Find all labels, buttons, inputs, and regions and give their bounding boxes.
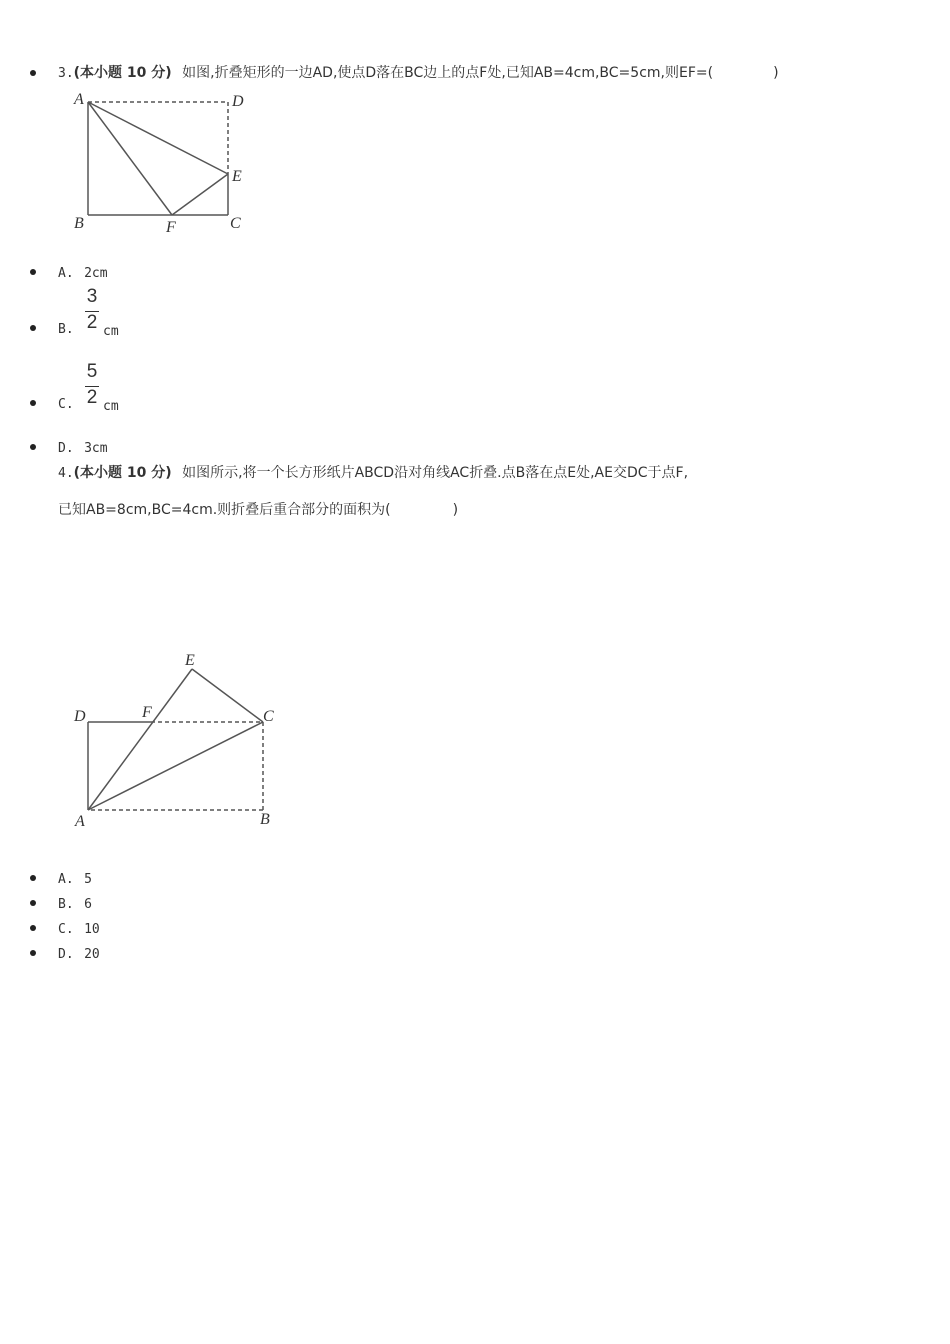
bullet (30, 875, 36, 881)
question-text-line2: 已知AB=8cm,BC=4cm.则折叠后重合部分的面积为( (58, 502, 391, 518)
label-e: E (185, 652, 195, 669)
question-number: 3. (58, 66, 74, 81)
bullet (30, 950, 36, 956)
question-3-stem (58, 64, 779, 83)
option-letter: B. (58, 322, 74, 337)
option-value: 2cm (84, 266, 108, 281)
bullet (30, 925, 36, 931)
question-4-stem (58, 464, 688, 483)
question-score: (本小题 10 分) (73, 465, 172, 481)
option-value: 3cm (84, 441, 108, 456)
label-f: F (142, 704, 152, 721)
question-4-stem-line2 (58, 501, 458, 519)
bullet (30, 269, 36, 275)
option-letter: C. (58, 922, 74, 937)
diagonal-ac (88, 722, 263, 810)
option-letter: B. (58, 897, 74, 912)
answer-blank-close: ) (452, 502, 459, 518)
option-letter: A. (58, 872, 74, 887)
bullet (30, 70, 36, 76)
option-letter: D. (58, 441, 74, 456)
fraction-numerator: 3 (86, 286, 98, 307)
label-b: B (260, 811, 270, 828)
segment-ae (88, 102, 228, 174)
label-a: A (75, 813, 85, 830)
option-unit: cm (103, 399, 119, 414)
segment-ec (192, 669, 263, 722)
option-value: 5 (84, 872, 92, 887)
option-letter: C. (58, 397, 74, 412)
bullet (30, 325, 36, 331)
segment-fe (172, 174, 228, 215)
label-a: A (74, 91, 84, 108)
option-value: 20 (84, 947, 100, 962)
fraction-numerator: 5 (86, 361, 98, 382)
fraction-denominator: 2 (86, 387, 98, 408)
question-3-figure (60, 88, 260, 238)
question-4-figure (60, 645, 290, 835)
option-letter: A. (58, 266, 74, 281)
label-b: B (74, 215, 84, 232)
segment-af (88, 102, 172, 215)
label-d: D (232, 93, 244, 110)
question-number: 4. (58, 466, 74, 481)
question-text: 如图,折叠矩形的一边AD,使点D落在BC边上的点F处,已知AB=4cm,BC=5cm,则EF=( (182, 65, 714, 81)
fraction-denominator: 2 (86, 312, 98, 333)
label-d: D (74, 708, 86, 725)
option-value: 6 (84, 897, 92, 912)
label-c: C (263, 708, 274, 725)
answer-blank-close: ) (773, 65, 779, 81)
label-c: C (230, 215, 241, 232)
option-letter: D. (58, 947, 74, 962)
label-e: E (232, 168, 242, 185)
question-text: 如图所示,将一个长方形纸片ABCD沿对角线AC折叠.点B落在点E处,AE交DC于点F, (182, 465, 689, 481)
bullet (30, 400, 36, 406)
option-unit: cm (103, 324, 119, 339)
question-score: (本小题 10 分) (73, 65, 172, 81)
bullet (30, 444, 36, 450)
bullet (30, 900, 36, 906)
option-value: 10 (84, 922, 100, 937)
segment-ae (88, 669, 192, 810)
label-f: F (166, 219, 176, 236)
